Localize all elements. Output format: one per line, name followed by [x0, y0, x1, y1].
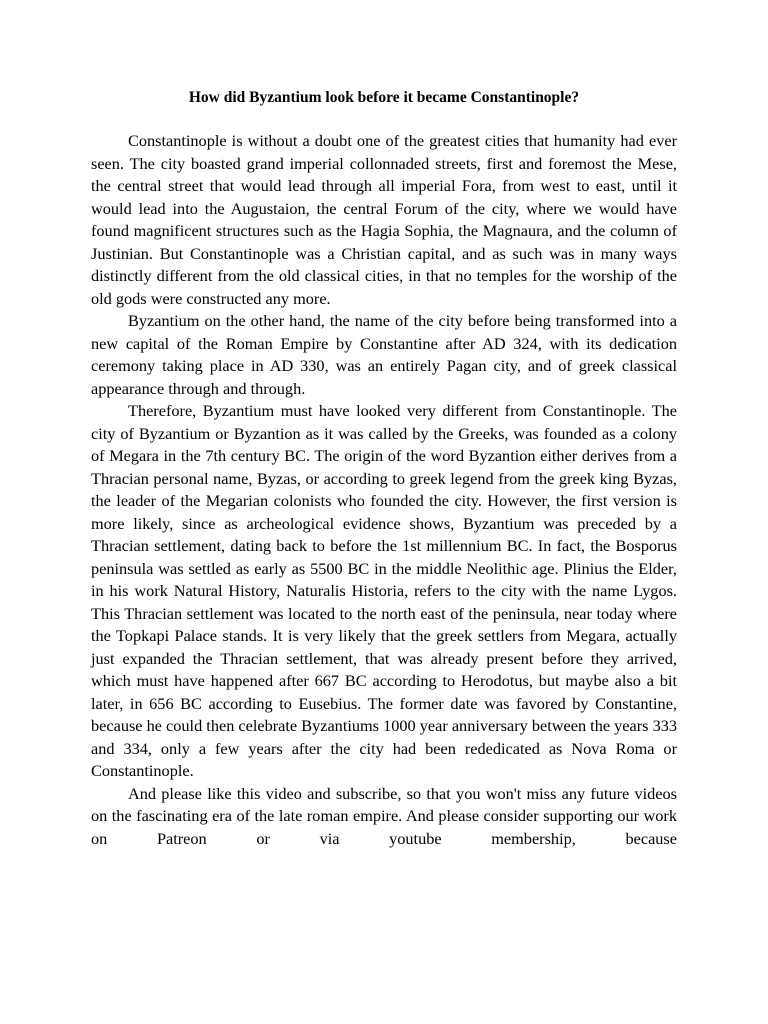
paragraph-byzantium: Byzantium on the other hand, the name of the city before being transformed into a new capital of the Roman Empire by Constantine after AD 324, with its dedication ceremony taking place in AD 330, was an entirely Pagan city, and of greek classical appearance through and through.	[91, 311, 677, 398]
document-title: How did Byzantium look before it became Constantinople?	[188, 89, 580, 106]
paragraph-constantinople: Constantinople is without a doubt one of the greatest cities that humanity had ever seen. The city boasted grand imperial collonnaded streets, first and foremost the Mese, the central street that would lead through all imperial Fora, from west to east, until it would lead into the Augustaion, the central Forum of the city, where we would have found magnificent structures such as the Hagia Sophia, the Magnaura, and the column of Justinian. But Constantinople was a Christian capital, and as such was in many ways distinctly different from the old classical cities, in that no temples for the worship of the old gods were constructed any more.	[91, 131, 677, 308]
document-body	[91, 130, 677, 850]
paragraph-call-to-action: And please like this video and subscribe, so that you won't miss any future videos on the fascinating era of the late roman empire. And please consider supporting our work on Patreon or via youtube membership, because	[91, 783, 677, 848]
paragraph-origins: Therefore, Byzantium must have looked very different from Constantinople. The city of Byzantium or Byzantion as it was called by the Greeks, was founded as a colony of Megara in the 7th century BC. The origin of the word Byzantion either derives from a Thracian personal name, Byzas, or according to greek legend from the greek king Byzas, the leader of the Megarian colonists who founded the city. However, the first version is more likely, since as archeological evidence shows, Byzantium was preceded by a Thracian settlement, dating back to before the 1st millennium BC. In fact, the Bosporus peninsula was settled as early as 5500 BC in the middle Neolithic age. Plinius the Elder, in his work Natural History, Naturalis Historia, refers to the city with the name Lygos. This Thracian settlement was located to the north east of the peninsula, near today where the Topkapi Palace stands. It is very likely that the greek settlers from Megara, actually just expanded the Thracian settlement, that was already present before they arrived, which must have happened after 667 BC according to Herodotus, but maybe also a bit later, in 656 BC according to Eusebius. The former date was favored by Constantine, because he could then celebrate Byzantiums 1000 year anniversary between the years 333 and 334, only a few years after the city had been rededicated as Nova Roma or Constantinople.	[91, 401, 677, 780]
